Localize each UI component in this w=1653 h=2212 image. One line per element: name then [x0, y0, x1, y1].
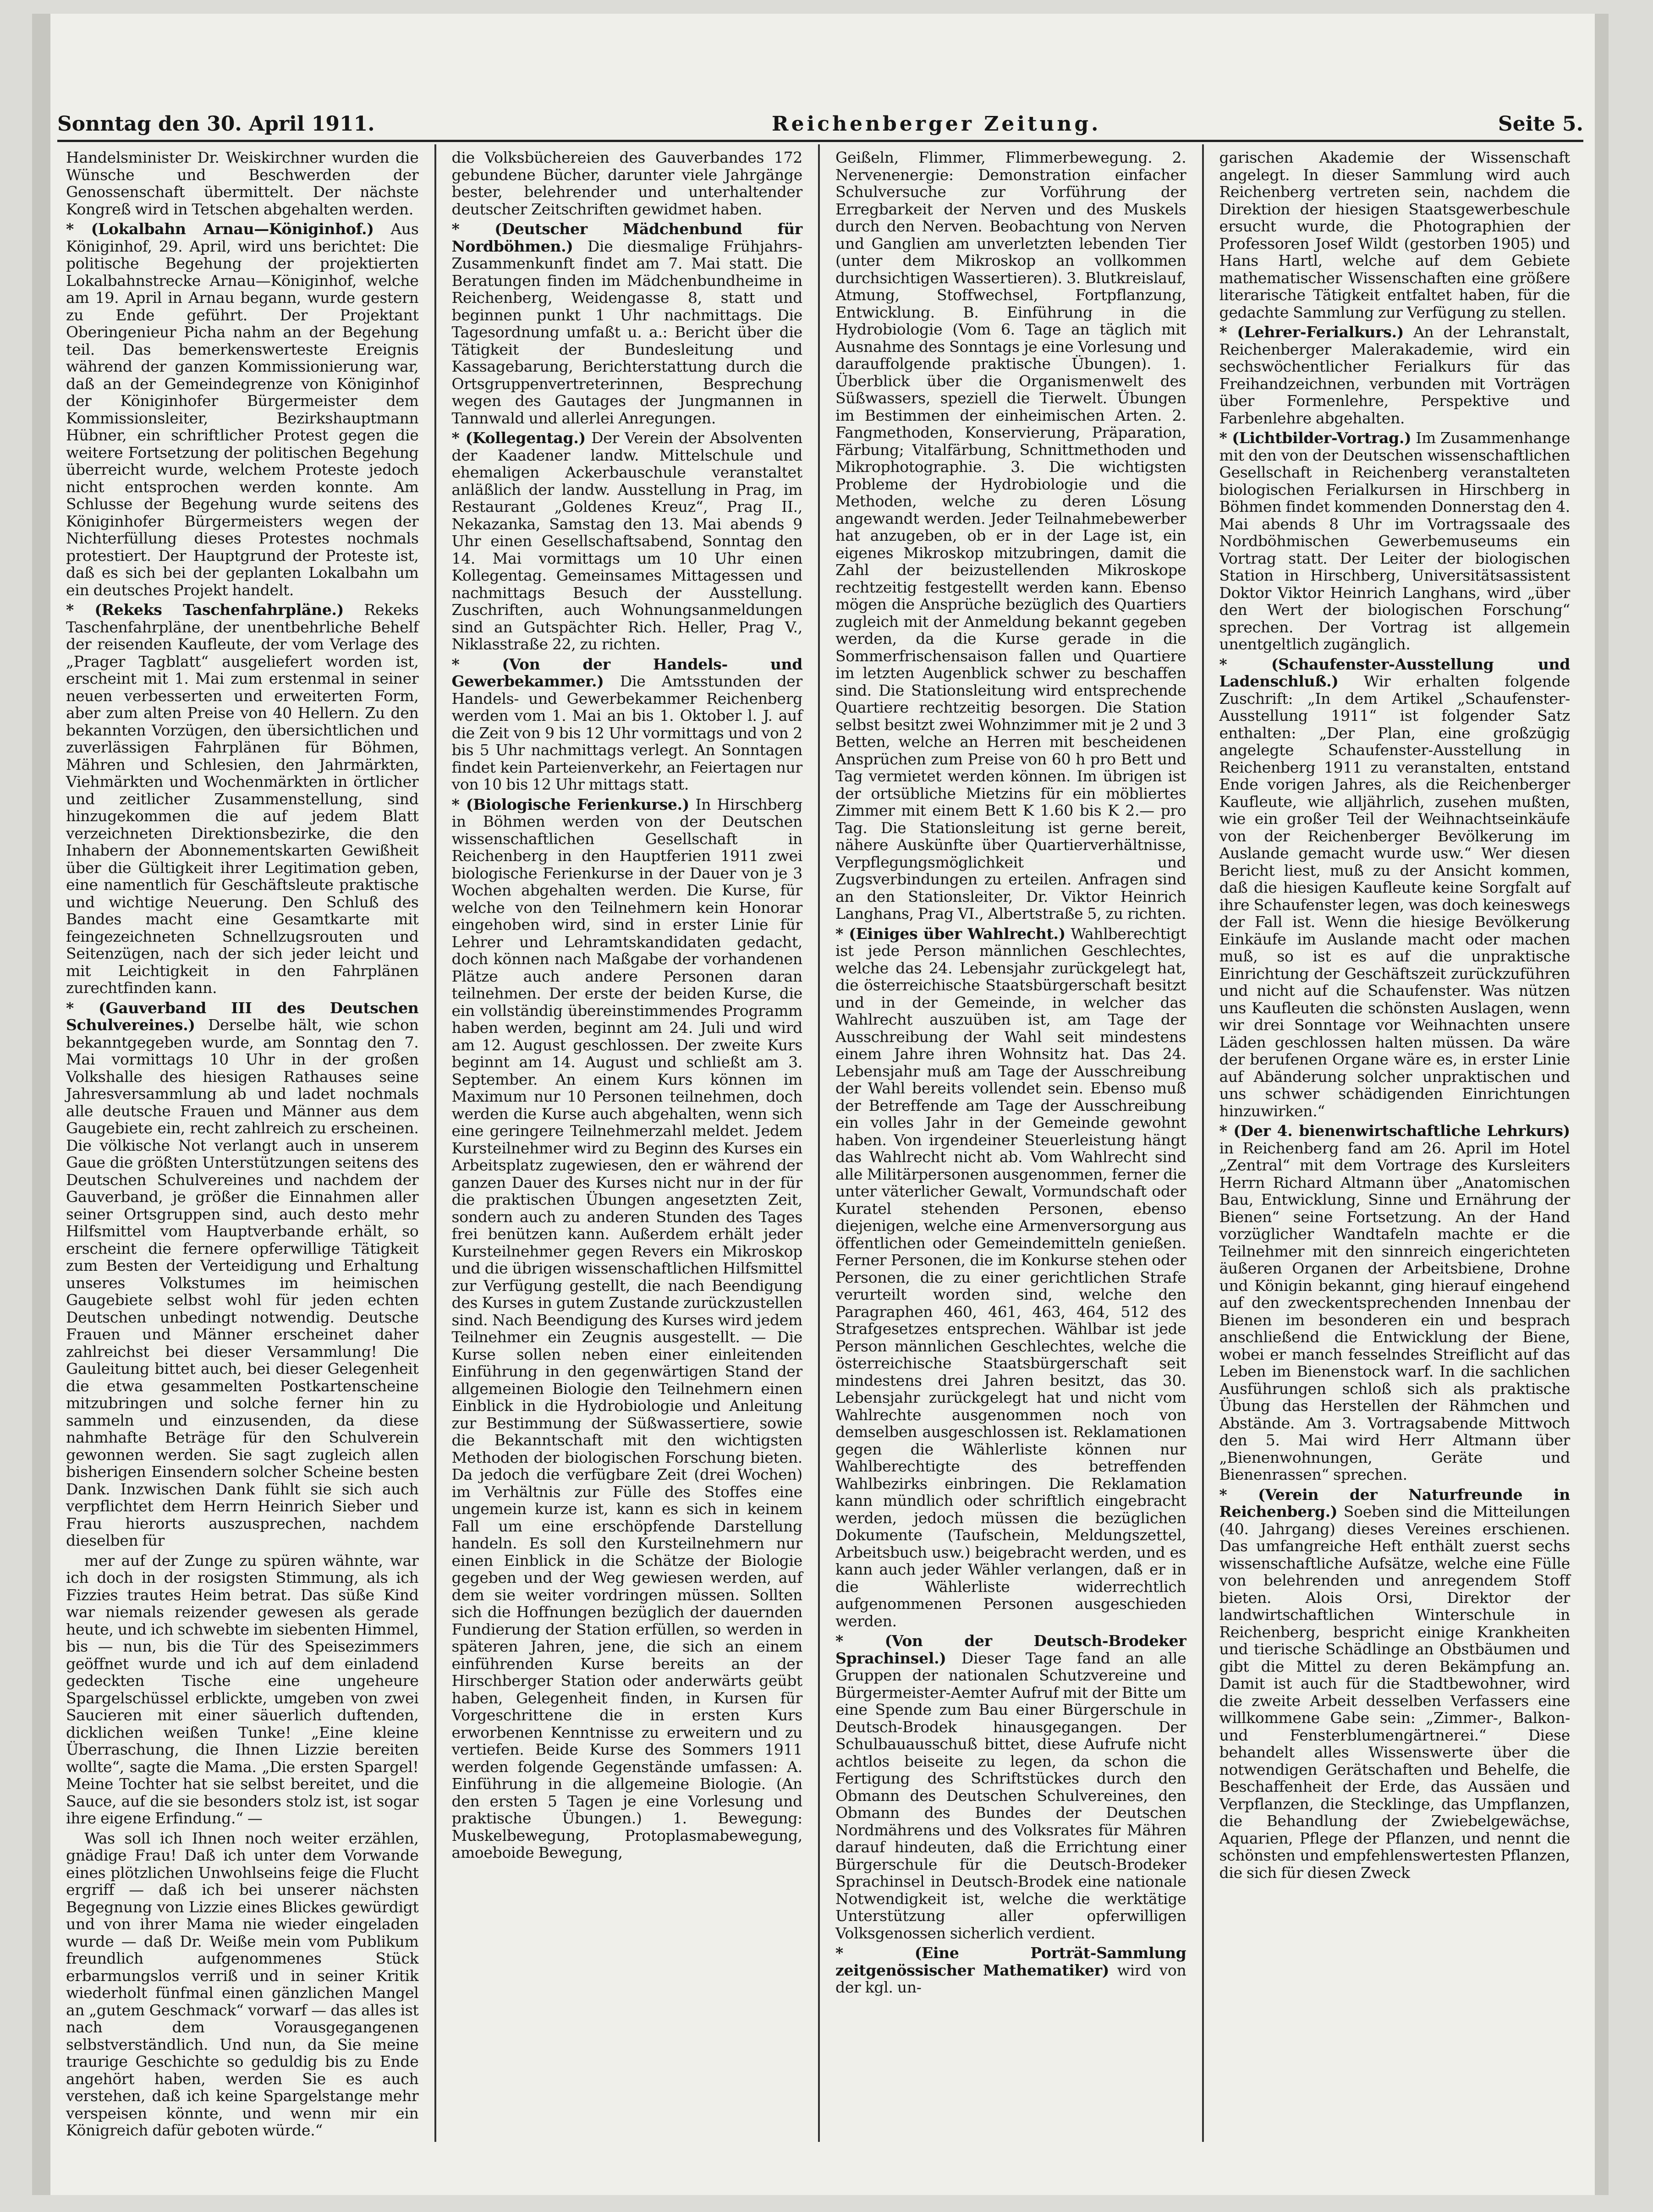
column-4	[1202, 144, 1586, 2142]
article-paragraph	[66, 999, 419, 1549]
article-text: Derselbe hält, wie schon bekanntgegeben wurde, am Sonntag den 7. Mai vormittags 10 Uhr in der großen Volkshalle des hiesigen Rathauses seine Jahresversammlung ab und ladet nochmals alle deutsche Frauen und Männer aus dem Gaugebiete ein, recht zahlreich zu erscheinen. Die völkische Not verlangt auch in unserem Gaue die größten Unterstützungen seitens des Deutschen Schulvereines und nachdem der Gauverband, je größer die Einnahmen aller seiner Ortsgruppen sind, auch desto mehr Hilfsmittel vom Hauptverbande erhält, so erscheint die fernere opferwillige Tätigkeit zum Besten der Verteidigung und Erhaltung unseres Volkstumes im heimischen Gaugebiete selbst wohl für jeden echten Deutschen unbedingt notwendig. Deutsche Frauen und Männer erscheinet daher zahlreichst bei dieser Versammlung! Die Gauleitung bittet auch, bei dieser Gelegenheit die etwa gesammelten Postkartenscheine mitzubringen und solche ferner hin zu sammeln und einzusenden, da diese nahmhafte Beträge für den Schulverein gewonnen werden. Sie sagt zugleich allen bisherigen Einsendern solcher Scheine besten Dank. Inzwischen Dank fühlt sie sich auch verpflichtet dem Herrn Heinrich Sieber und Frau hierorts auszusprechen, nachdem dieselben für	[66, 1016, 419, 1549]
article-text: Aus Königinhof, 29. April, wird uns berichtet: Die politische Begehung der projektierten Lokalbahnstrecke Arnau—Königinhof, welche am 19. April in Arnau begann, wurde gestern zu Ende geführt. Der Projektant Oberingenieur Picha nahm an der Begehung teil. Das bemerkenswerteste Ereignis während der ganzen Kommissionierung war, daß an der Gemeindegrenze von Königinhof der Königinhofer Bürgermeister dem Kommissionsleiter, Bezirkshauptmann Hübner, ein schriftlicher Protest gegen die weitere Fortsetzung der politischen Begehung überreicht wurde, welchem Proteste jedoch nicht entsprochen werden konnte. Am Schlusse der Begehung wurde seitens des Königinhofer Bürgermeisters wegen der Nichterfüllung dieses Protestes nochmals protestiert. Der Hauptgrund der Proteste ist, daß es sich bei der geplanten Lokalbahn um ein deutsches Projekt handelt.	[66, 220, 419, 599]
article-text: in Reichenberg fand am 26. April im Hotel „Zentral“ mit dem Vortrage des Kursleiters Herrn Richard Altmann über „Anatomischen Bau, Entwicklung, Sinne und Ernährung der Bienen“ seine Fortsetzung. An der Hand vorzüglicher Wandtafeln machte er die Teilnehmer mit den sinnreich eingerichteten äußeren Organen der Arbeitsbiene, Drohne und Königin bekannt, ging hierauf eingehend auf den zweckentsprechenden Innenbau der Bienen im besonderen ein und besprach anschließend die Entwicklung der Biene, wobei er manch fesselndes Streiflicht auf das Leben im Bienenstock warf. In die sachlichen Ausführungen schloß sich als praktische Übung das Herstellen der Rähmchen und Abstände. Am 3. Vortragsabende Mittwoch den 5. Mai wird Herr Altmann über „Bienenwohnungen, Geräte und Bienenrassen“ sprechen.	[1219, 1139, 1570, 1483]
column-3	[818, 144, 1202, 2142]
article-text: In Hirschberg in Böhmen werden von der Deutschen wissenschaftlichen Gesellschaft in Reichenberg in den Hauptferien 1911 zwei biologische Ferienkurse in der Dauer von je 3 Wochen abgehalten werden. Die Kurse, für welche von den Teilnehmern kein Honorar eingehoben wird, sind in erster Linie für Lehrer und Lehramtskandidaten gedacht, doch können nach Maßgabe der vorhandenen Plätze auch andere Personen daran teilnehmen. Der erste der beiden Kurse, die ein vollständig übereinstimmendes Programm haben werden, beginnt am 24. Juli und wird am 12. August geschlossen. Der zweite Kurs beginnt am 14. August und schließt am 3. September. An einem Kurs können im Maximum nur 10 Personen teilnehmen, doch werden die Kurse auch abgehalten, wenn sich eine geringere Teilnehmerzahl meldet. Jedem Kursteilnehmer wird zu Beginn des Kurses ein Arbeitsplatz zugewiesen, den er während der ganzen Dauer des Kurses nicht nur in der für die praktischen Übungen angesetzten Zeit, sondern auch zu anderen Stunden des Tages frei benützen kann. Außerdem erhält jeder Kursteilnehmer gegen Revers ein Mikroskop und die übrigen wissenschaftlichen Hilfsmittel zur Verfügung gestellt, die nach Beendigung des Kurses in gutem Zustande zurückzustellen sind. Nach Beendigung des Kurses wird jedem Teilnehmer ein Zeugnis ausgestellt. — Die Kurse sollen neben einer einleitenden Einführung in den gegenwärtigen Stand der allgemeinen Biologie den Teilnehmern einen Einblick in die Hydrobiologie und Anleitung zur Bestimmung der Süßwassertiere, sowie die Bekanntschaft mit den wichtigsten Methoden der biologischen Forschung bieten. Da jedoch die verfügbare Zeit (drei Wochen) im Verhältnis zur Fülle des Stoffes eine ungemein kurze ist, kann es sich in keinem Fall um eine erschöpfende Darstellung handeln. Es soll den Kursteilnehmern nur einen Einblick in die Schätze der Biologie gegeben und der Weg gewiesen werden, auf dem sie weiter vordringen müssen. Sollten sich die Hoffnungen bezüglich der dauernden Fundierung der Station erfüllen, so werden in späteren Jahren, jene, die sich an einem einführenden Kurse bereits an der Hirschberger Station oder anderwärts geübt haben, Gelegenheit finden, in Kursen für Vorgeschrittene die in ersten Kurs erworbenen Kenntnisse zu erweitern und zu vertiefen. Beide Kurse des Sommers 1911 werden folgende Gegenstände umfassen: A. Einführung in die allgemeine Biologie. (An den ersten 5 Tagen je eine Vorlesung und praktische Übungen.) 1. Bewegung: Muskelbewegung, Protoplasmabewegung, amoeboide Bewegung,	[451, 795, 802, 1861]
article-paragraph	[1219, 656, 1571, 1120]
article-text: Wahlberechtigt ist jede Person männlichen Geschlechtes, welche das 24. Lebensjahr zurückgelegt hat, die österreichische Staatsbürgerschaft besitzt und in der Gemeinde, in welcher das Wahlrecht auszuüben ist, am Tage der Ausschreibung der Wahl seit mindestens einem Jahre ihren Wohnsitz hat. Das 24. Lebensjahr muß am Tage der Ausschreibung der Wahl bereits vollendet sein. Ebenso muß der Betreffende am Tage der Ausschreibung ein volles Jahr in der Gemeinde gewohnt haben. Von irgendeiner Steuerleistung hängt das Wahlrecht nicht ab. Vom Wahlrecht sind alle Militärpersonen ausgenommen, ferner die unter väterlicher Gewalt, Vormundschaft oder Kuratel stehenden Personen, ebenso diejenigen, welche eine Armenversorgung aus öffentlichen oder Gemeindemitteln genießen. Ferner Personen, die im Konkurse stehen oder Personen, die zu einer gerichtlichen Strafe verurteilt worden sind, welche den Paragraphen 460, 461, 463, 464, 512 des Strafgesetzes entsprechen. Wählbar ist jede Person männlichen Geschlechtes, welche die österreichische Staatsbürgerschaft seit mindestens drei Jahren besitzt, das 30. Lebensjahr zurückgelegt hat und nicht vom Wahlrechte ausgenommen noch von demselben ausgeschlossen ist. Reklamationen gegen die Wählerliste können nur Wahlberechtigte des betreffenden Wahlbezirks einbringen. Die Reklamation kann mündlich oder schriftlich eingebracht werden, jedoch müssen die bezüglichen Dokumente (Taufschein, Meldungszettel, Arbeitsbuch usw.) beigebracht werden, und es kann auch jeder Wähler verlangen, daß er in die Wählerliste widerrechtlich aufgenommenen Personen ausgeschieden werden.	[835, 924, 1186, 1630]
article-paragraph	[1219, 324, 1571, 427]
article-paragraph	[1219, 149, 1571, 321]
scan-margin-left	[32, 14, 50, 2195]
article-paragraph	[835, 1632, 1186, 1942]
article-text: Die diesmalige Frühjahrs-Zusammenkunft findet am 7. Mai statt. Die Beratungen finden im Mädchenbundheime in Reichenberg, Weidengasse 8, statt und beginnen punkt 1 Uhr nachmittags. Die Tagesordnung umfaßt u. a.: Bericht über die Tätigkeit der Bundesleitung und Kassagebarung, Berichterstattung durch die Ortsgruppenvertreterinnen, Besprechung wegen des Gautages der Jungmannen in Tannwald und allerlei Anregungen.	[451, 237, 802, 427]
article-text: wird von der kgl. un-	[835, 1961, 1186, 1996]
text-columns	[50, 144, 1586, 2139]
article-heading: * (Deutscher Mädchenbund für Nordböhmen.)	[451, 220, 802, 255]
article-paragraph	[835, 925, 1186, 1630]
article-text: die Volksbüchereien des Gauverbandes 172 gebundene Bücher, darunter viele Jahrgänge bester, belehrender und unterhaltender deutscher Zeitschriften gewidmet haben.	[451, 148, 802, 218]
article-heading: * (Einiges über Wahlrecht.)	[835, 924, 1065, 943]
article-paragraph	[452, 796, 803, 1861]
article-text: Handelsminister Dr. Weiskirchner wurden die Wünsche und Beschwerden der Genossenschaft übermittelt. Der nächste Kongreß wird in Tetschen abgehalten werden.	[66, 148, 419, 218]
article-text: Geißeln, Flimmer, Flimmerbewegung. 2. Nervenenergie: Demonstration einfacher Schulversuche zur Vorführung der Erregbarkeit der Nerven und des Muskels durch den Nerven. Beobachtung von Nerven und Ganglien am unverletzten lebenden Tier (unter dem Mikroskop an vollkommen durchsichtigen Wassertieren). 3. Blutkreislauf, Atmung, Stoffwechsel, Fortpflanzung, Entwicklung. B. Einführung in die Hydrobiologie (Vom 6. Tage an täglich mit Ausnahme des Sonntags je eine Vorlesung und darauffolgende praktische Übungen). 1. Überblick über die Organismenwelt des Süßwassers, speziell die Tierwelt. Übungen im Bestimmen der einheimischen Arten. 2. Fangmethoden, Konservierung, Präparation, Färbung; Vitalfärbung, Schnittmethoden und Mikrophotographie. 3. Die wichtigsten Probleme der Hydrobiologie und die Methoden, welche zu deren Lösung angewandt werden. Jeder Teilnahmebewerber hat anzugeben, ob er in der Lage ist, ein eigenes Mikroskop mitzubringen, damit die Zahl der beizustellenden Mikroskope rechtzeitig festgestellt werden kann. Ebenso mögen die Ansprüche bezüglich des Quartiers zugleich mit der Anmeldung bekannt gegeben werden, da die Kurse gerade in die Sommerfrischensaison fallen und Quartiere im letzten Augenblick schwer zu beschaffen sind. Die Stationsleitung wird entsprechende Quartiere rechtzeitig besorgen. Die Station selbst besitzt zwei Wohnzimmer mit je 2 und 3 Betten, welche an Herren mit bescheidenen Ansprüchen zum Preise von 60 h pro Bett und Tag vermietet werden können. Im übrigen ist der ortsübliche Mietzins für ein möbliertes Zimmer mit einem Bett K 1.60 bis K 2.— pro Tag. Die Stationsleitung ist gerne bereit, nähere Auskünfte über Quartierverhältnisse, Verpflegungsmöglichkeit und Zugsverbindungen zu erteilen. Anfragen sind an den Stationsleiter, Dr. Viktor Heinrich Langhans, Prag VI., Albertstraße 5, zu richten.	[835, 148, 1186, 922]
article-paragraph	[1219, 1122, 1571, 1483]
article-heading: * (Lehrer-Ferialkurs.)	[1219, 323, 1404, 341]
article-text: garischen Akademie der Wissenschaft angelegt. In dieser Sammlung wird auch Reichenberg vertreten sein, nachdem die Direktion der hiesigen Staatsgewerbeschule ersucht wurde, die Photographien der Professoren Josef Wildt (gestorben 1905) und Hans Hartl, welche auf dem Gebiete mathematischer Wissenschaften eine größere literarische Tätigkeit entfaltet haben, für die gedachte Sammlung zur Verfügung zu stellen.	[1219, 148, 1570, 321]
article-heading: * (Gauverband III des Deutschen Schulvereines.)	[66, 999, 419, 1034]
article-text: mer auf der Zunge zu spüren wähnte, war ich doch in der rosigsten Stimmung, als ich Fizzies trautes Heim betrat. Das süße Kind war niemals reizender gewesen als gerade heute, und ich schwebte im siebenten Himmel, bis — nun, bis die Tür des Speisezimmers geöffnet wurde und ich auf dem einladend gedeckten Tische eine ungeheure Spargelschüssel erblickte, umgeben von zwei Saucieren mit einer säuerlich duftenden, dicklichen weißen Tunke! „Eine kleine Überraschung, die Ihnen Lizzie bereiten wollte“, sagte die Mama. „Die ersten Spargel! Meine Tochter hat sie selbst bereitet, und die Sauce, auf die sie besonders stolz ist, ist sogar ihre eigene Erfindung.“ —	[66, 1551, 419, 1827]
article-paragraph	[66, 601, 419, 997]
article-heading: * (Von der Handels- und Gewerbekammer.)	[451, 655, 802, 690]
article-heading: * (Rekeks Taschenfahrpläne.)	[66, 601, 344, 619]
newspaper-page	[32, 14, 1609, 2195]
article-text: Soeben sind die Mitteilungen (40. Jahrgang) dieses Vereines erschienen. Das umfangreiche Heft enthält zuerst sechs wissenschaftliche Aufsätze, welche eine Fülle von belehrenden und anregendem Stoff bieten. Alois Orsi, Direktor der landwirtschaftlichen Winterschule in Reichenberg, bespricht einige Krankheiten und tierische Schädlinge an Obstbäumen und gibt die Mittel zu deren Bekämpfung an. Damit ist auch für die Stadtbewohner, wird die zweite Arbeit desselben Verfassers eine willkommene Gabe sein: „Zimmer-, Balkon- und Fensterblumengärtnerei.“ Diese behandelt alles Wissenswerte über die notwendigen Gerätschaften und Behelfe, die Beschaffenheit der Erde, das Aussäen und Verpflanzen, die Stecklinge, das Umpflanzen, die Behandlung der Zwiebelgewächse, Aquarien, Pflege der Pflanzen, und nennt die schönsten und empfehlenswertesten Pflanzen, die sich für diesen Zweck	[1219, 1503, 1570, 1882]
article-paragraph	[1219, 429, 1571, 653]
article-text: Rekeks Taschenfahrpläne, der unentbehrliche Behelf der reisenden Kaufleute, der vom Verlage des „Prager Tagblatt“ ausgeliefert worden ist, erscheint mit 1. Mai zum erstenmal in seiner neuen verbesserten und erweiterten Form, aber zum alten Preise von 40 Hellern. Zu den bekannten Vorzügen, den übersichtlichen und zuverlässigen Fahrplänen für Böhmen, Mähren und Schlesien, den Jahrmärkten, Viehmärkten und Wochenmärkten in örtlicher und zeitlicher Zusammenstellung, sind hinzugekommen die auf jedem Blatt verzeichneten Direktionsbezirke, die den Inhabern der Abonnementskarten Gewißheit über die Gültigkeit ihrer Legitimation geben, eine namentlich für Geschäftsleute praktische und wichtige Neuerung. Den Schluß des Bandes macht eine Gesamtkarte mit feingezeichneten Schnellzugsrouten und Seitenzügen, nach der sich jeder leicht und mit Leichtigkeit in den Fahrplänen zurechtfinden kann.	[66, 601, 419, 997]
header-date: Sonntag den 30. April 1911.	[57, 112, 375, 136]
article-text: Der Verein der Absolventen der Kaadener landw. Mittelschule und ehemaligen Ackerbauschule veranstaltet anläßlich der landw. Ausstellung in Prag, im Restaurant „Goldenes Kreuz“, Prag II., Nekazanka, Samstag den 13. Mai abends 9 Uhr einen Gesellschaftsabend, Sonntag den 14. Mai vormittags um 10 Uhr einen Kollegentag. Gemeinsames Mittagessen und nachmittags Besuch der Ausstellung. Zuschriften, auch Wohnungsanmeldungen sind an Gutspächter Rich. Heller, Prag V., Niklasstraße 22, zu richten.	[451, 429, 802, 653]
article-heading: * (Verein der Naturfreunde in Reichenberg.)	[1219, 1485, 1570, 1520]
header-page-number: Seite 5.	[1498, 112, 1583, 136]
article-paragraph	[452, 149, 803, 218]
article-paragraph	[452, 656, 803, 793]
article-text: Im Zusammenhange mit den von der Deutschen wissenschaftlichen Gesellschaft in Reichenberg veranstalteten biologischen Ferialkursen in Hirschberg in Böhmen findet kommenden Donnerstag den 4. Mai abends 8 Uhr im Vortragssaale des Nordböhmischen Gewerbemuseums ein Vortrag statt. Der Leiter der biologischen Station in Hirschberg, Universitätsassistent Doktor Viktor Heinrich Langhans, wird „über den Wert der biologischen Forschung“ sprechen. Der Vortrag ist allgemein unentgeltlich zugänglich.	[1219, 429, 1570, 653]
article-paragraph	[1219, 1486, 1571, 1882]
article-paragraph	[66, 1830, 419, 2139]
article-heading: * (Eine Porträt-Sammlung zeitgenössischer Mathematiker)	[835, 1944, 1186, 1979]
article-paragraph	[452, 220, 803, 427]
column-2	[434, 144, 818, 2142]
article-paragraph	[835, 1944, 1186, 1996]
article-paragraph	[835, 149, 1186, 922]
article-paragraph	[452, 429, 803, 653]
scan-margin-right	[1595, 14, 1609, 2195]
article-heading: * (Von der Deutsch-Brodeker Sprachinsel.)	[835, 1632, 1186, 1667]
article-heading: * (Biologische Ferienkurse.)	[451, 795, 690, 813]
article-paragraph	[66, 220, 419, 598]
header-masthead: Reichenberger Zeitung.	[772, 112, 1101, 136]
article-paragraph	[66, 149, 419, 218]
article-heading: * (Schaufenster-Ausstellung und Ladenschluß.)	[1219, 655, 1570, 690]
column-1	[50, 144, 434, 2142]
article-heading: * (Lichtbilder-Vortrag.)	[1219, 429, 1411, 447]
article-paragraph	[66, 1552, 419, 1827]
article-heading: * (Der 4. bienenwirtschaftliche Lehrkurs)	[1219, 1122, 1570, 1140]
article-heading: * (Kollegentag.)	[451, 429, 586, 447]
article-text: Die Amtsstunden der Handels- und Gewerbekammer Reichenberg werden vom 1. Mai an bis 1. Oktober l. J. auf die Zeit von 9 bis 12 Uhr vormittags und von 2 bis 5 Uhr nachmittags verlegt. An Sonntagen findet kein Parteienverkehr, an Feiertagen nur von 10 bis 12 Uhr mittags statt.	[451, 672, 802, 793]
page-header	[57, 108, 1583, 142]
article-text: Dieser Tage fand an alle Gruppen der nationalen Schutzvereine und Bürgermeister-Aemter Aufruf mit der Bitte um eine Spende zum Bau einer Bürgerschule in Deutsch-Brodek hinausgegangen. Der Schulbauausschuß bittet, diese Aufrufe nicht achtlos beiseite zu legen, da schon die Fertigung des Schriftstückes durch den Obmann des Deutschen Schulvereines, den Obmann des Bundes der Deutschen Nordmährens und des Volksrates für Mähren darauf hindeuten, daß die Errichtung einer Bürgerschule für die Deutsch-Brodeker Sprachinsel in Deutsch-Brodek eine nationale Notwendigkeit ist, welche die werktätige Unterstützung aller opferwilligen Volksgenossen sicherlich verdient.	[835, 1649, 1186, 1942]
article-heading: * (Lokalbahn Arnau—Königinhof.)	[66, 220, 374, 238]
article-text: An der Lehranstalt, Reichenberger Malerakademie, wird ein sechswöchentlicher Ferialkurs für das Freihandzeichnen, verbunden mit Vorträgen über Formenlehre, Perspektive und Farbenlehre abgehalten.	[1219, 323, 1570, 427]
article-text: Was soll ich Ihnen noch weiter erzählen, gnädige Frau! Daß ich unter dem Vorwande eines plötzlichen Unwohlseins feige die Flucht ergriff — daß ich bei unserer nächsten Begegnung von Lizzie eines Blickes gewürdigt und von ihrer Mama nie wieder eingeladen wurde — daß Dr. Weiße mein vom Publikum freundlich aufgenommenes Stück erbarmungslos verriß und in seiner Kritik wiederholt fünfmal einen gänzlichen Mangel an „gutem Geschmack“ vorwarf — das alles ist nach dem Vorausgegangenen selbstverständlich. Und nun, da Sie meine traurige Geschichte so geduldig bis zu Ende angehört haben, werden Sie es auch verstehen, daß ich keine Spargelstange mehr verspeisen könnte, und wenn mir ein Königreich dafür geboten würde.“	[66, 1829, 419, 2139]
article-text: Wir erhalten folgende Zuschrift: „In dem Artikel „Schaufenster-Ausstellung 1911“ ist folgender Satz enthalten: „Der Plan, eine großzügig angelegte Schaufenster-Ausstellung in Reichenberg 1911 zu veranstalten, entstand Ende vorigen Jahres, als die Reichenberger Kaufleute, wie alljährlich, zusehen mußten, wie ein großer Teil der Weihnachtseinkäufe von der Reichenberger Bevölkerung im Auslande gemacht wurde usw.“ Wer diesen Bericht liest, muß zu der Ansicht kommen, daß die hiesigen Kaufleute keine Sorgfalt auf ihre Schaufenster legen, was doch keineswegs der Fall ist. Wenn die hiesige Bevölkerung Einkäufe im Auslande macht oder machen muß, so ist es auf die unpraktische Einrichtung der Geschäftszeit zurückzuführen und nicht auf die Schaufenster. Was nützen uns Kaufleuten die schönsten Auslagen, wenn wir drei Sonntage vor Weihnachten unsere Läden geschlossen halten müssen. Da wäre der berufenen Organe wäre es, in erster Linie auf Abänderung solcher unpraktischen und uns schwer schädigenden Einrichtungen hinzuwirken.“	[1219, 672, 1570, 1120]
